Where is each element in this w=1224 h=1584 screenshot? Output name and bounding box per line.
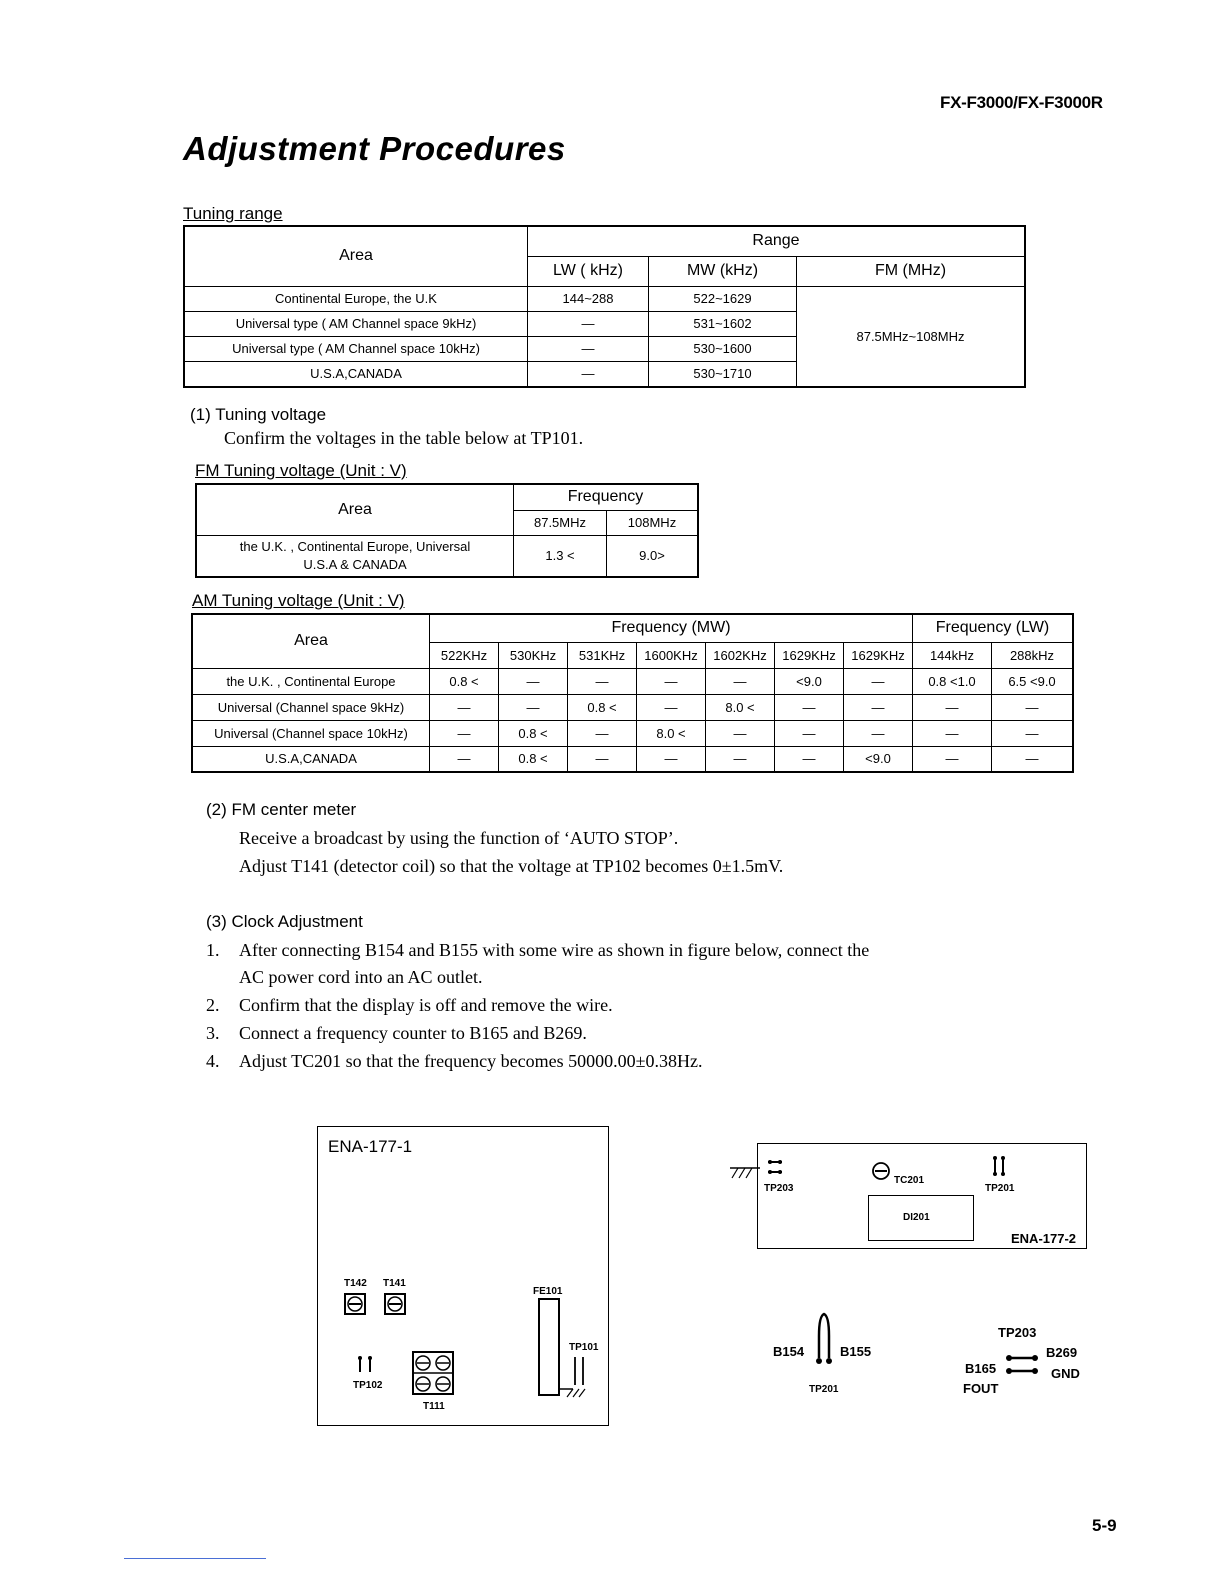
wire-jumper-icon <box>810 1310 840 1366</box>
tc201-trimmer-icon <box>872 1162 892 1182</box>
table-row: the U.K. , Continental Europe, Universal U.S.A & CANADA 1.3 < 9.0> <box>196 535 698 577</box>
board-1-label: ENA-177-1 <box>328 1137 413 1156</box>
step-4-text: Adjust TC201 so that the frequency becomes 50000.00±0.38Hz. <box>239 1051 703 1071</box>
t141-label: T141 <box>383 1278 406 1289</box>
col-area: Area <box>184 226 528 286</box>
tp203-connector-label: TP203 <box>998 1325 1037 1340</box>
col-range: Range <box>528 226 1026 256</box>
tp203-connector-icon <box>1005 1350 1041 1380</box>
section2-heading: (2) FM center meter <box>206 800 357 819</box>
model-number: FX-F3000/FX-F3000R <box>940 93 1103 112</box>
ground-symbol-icon <box>730 1158 790 1186</box>
fm-table-label: FM Tuning voltage (Unit : V) <box>195 461 407 480</box>
coil-t142-t141-icon <box>344 1293 414 1317</box>
tp201-label: TP201 <box>985 1183 1015 1194</box>
page-title: Adjustment Procedures <box>183 130 566 167</box>
section1-heading: (1) Tuning voltage <box>190 405 327 424</box>
fe101-label: FE101 <box>533 1286 563 1297</box>
table-row: Continental Europe, the U.K 144~288 522~1629 87.5MHz~108MHz <box>184 286 1025 311</box>
board-2-label: ENA-177-2 <box>1011 1231 1077 1246</box>
col-fm: FM (MHz) <box>797 256 1026 286</box>
table-row: Universal type ( AM Channel space 10kHz) — 530~1600 <box>184 336 1025 361</box>
table-row: Universal type ( AM Channel space 9kHz) — 531~1602 <box>184 311 1025 336</box>
col-mw: MW (kHz) <box>649 256 797 286</box>
tc201-label: TC201 <box>894 1175 925 1186</box>
gnd-label: GND <box>1051 1366 1080 1381</box>
step-4-num: 4. <box>206 1051 220 1071</box>
page-number: 5-9 <box>1092 1516 1117 1535</box>
table-row: U.S.A,CANADA — 530~1710 <box>184 361 1025 387</box>
table-row: Universal (Channel space 10kHz) — 0.8 < — 8.0 < — — — — — <box>192 720 1073 746</box>
section2-line1: Receive a broadcast by using the function of ‘AUTO STOP’. <box>239 828 679 848</box>
b155-label: B155 <box>840 1344 872 1359</box>
fm-range-value: 87.5MHz~108MHz <box>797 286 1026 387</box>
am-tuning-table: Area Frequency (MW) Frequency (LW) 522KHz 530KHz 531KHz 1600KHz 1602KHz 1629KHz 1629KHz 144kHz 288kHz the U.K. , Continental Europe 0.8 < — — — — <9.0 — 0.8 <1.0 6.5 <9.0 Universal (Channel space 9kHz) — — 0.8 < — 8.0 < — — — — Universal (Channel space 10kHz) — 0.8 < — 8.0 < — — — — — U.S.A,CANADA — 0.8 < — — — — <9.0 — — <box>191 613 1074 773</box>
step-3-num: 3. <box>206 1023 220 1043</box>
t142-label: T142 <box>344 1278 367 1289</box>
tp201-pins-icon <box>992 1156 1008 1178</box>
t111-label: T111 <box>423 1401 445 1412</box>
di201-label: DI201 <box>903 1212 930 1223</box>
tuning-range-table <box>183 225 1026 388</box>
step-3-text: Connect a frequency counter to B165 and B269. <box>239 1023 587 1043</box>
section3-heading: (3) Clock Adjustment <box>206 912 363 931</box>
col-lw: LW ( kHz) <box>528 256 649 286</box>
tp203-label: TP203 <box>764 1183 794 1194</box>
step-1-text-cont: AC power cord into an AC outlet. <box>239 967 483 987</box>
tp101-label: TP101 <box>569 1342 599 1353</box>
b154-label: B154 <box>773 1344 805 1359</box>
am-table-label: AM Tuning voltage (Unit : V) <box>192 591 405 610</box>
table-row: U.S.A,CANADA — 0.8 < — — — — <9.0 — — <box>192 746 1073 772</box>
t111-coil-icon <box>412 1351 462 1397</box>
table-row: Universal (Channel space 9kHz) — — 0.8 < — 8.0 < — — — — <box>192 694 1073 720</box>
fm-tuning-table: Area Frequency 87.5MHz 108MHz the U.K. , Continental Europe, Universal U.S.A & CANADA 1.3 < 9.0> <box>195 483 699 578</box>
section2-line2: Adjust T141 (detector coil) so that the voltage at TP102 becomes 0±1.5mV. <box>239 856 784 876</box>
step-2-text: Confirm that the display is off and remove the wire. <box>239 995 613 1015</box>
step-1-num: 1. <box>206 940 220 960</box>
tp102-pins-icon <box>356 1356 376 1376</box>
b269-label: B269 <box>1046 1345 1078 1360</box>
fout-label: FOUT <box>963 1381 999 1396</box>
tp201-wire-label: TP201 <box>809 1384 839 1395</box>
b165-label: B165 <box>965 1361 997 1376</box>
tp102-label: TP102 <box>353 1380 383 1391</box>
step-2-num: 2. <box>206 995 220 1015</box>
tuning-range-label: Tuning range <box>183 204 283 223</box>
footer-rule <box>124 1558 266 1559</box>
step-1-text: After connecting B154 and B155 with some wire as shown in figure below, connect the <box>239 940 870 960</box>
section1-text: Confirm the voltages in the table below at TP101. <box>224 428 584 448</box>
table-row: the U.K. , Continental Europe 0.8 < — — — — <9.0 — 0.8 <1.0 6.5 <9.0 <box>192 668 1073 694</box>
